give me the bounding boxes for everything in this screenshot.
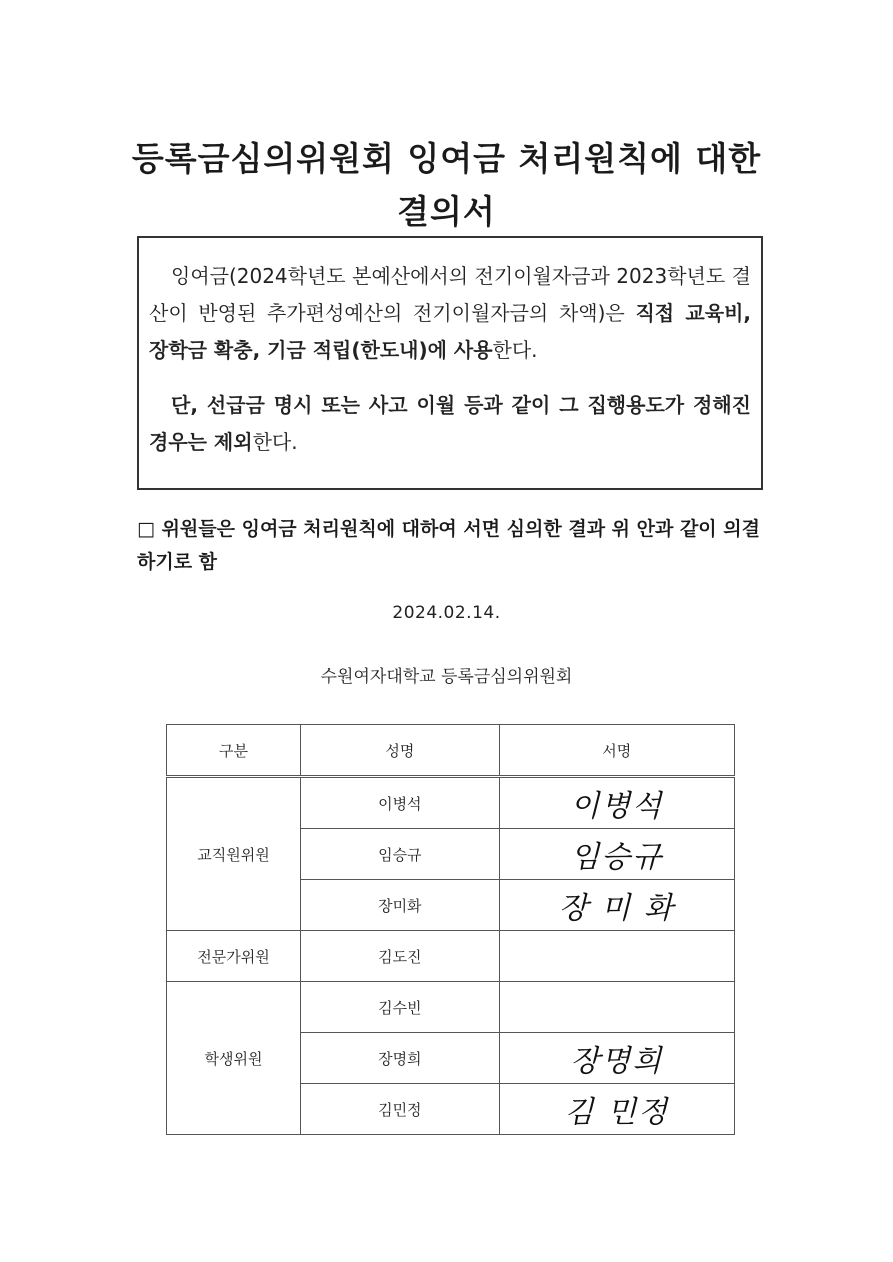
member-signature: 임승규 — [499, 829, 734, 880]
signature-table — [166, 724, 735, 1135]
member-name: 김민정 — [301, 1084, 500, 1135]
table-row — [167, 777, 735, 829]
document-title-line2: 결의서 — [397, 192, 496, 231]
category-cell: 전문가위원 — [167, 931, 301, 982]
header-category: 구분 — [167, 725, 301, 777]
paragraph-2-tail: 한다. — [252, 430, 298, 454]
category-cell: 학생위원 — [167, 982, 301, 1135]
member-name: 장미화 — [301, 880, 500, 931]
paragraph-1-text: 잉여금(2024학년도 본예산에서의 전기이월자금과 2023학년도 결산이 반영된 추가편성예산의 전기이월자금의 차액)은 — [149, 264, 751, 325]
member-name: 김수빈 — [301, 982, 500, 1033]
member-name: 이병석 — [301, 777, 500, 829]
member-signature — [499, 931, 734, 982]
category-cell: 교직원위원 — [167, 777, 301, 931]
member-signature: 김 민정 — [499, 1084, 734, 1135]
organization-name: 수원여자대학교 등록금심의위원회 — [320, 667, 573, 687]
member-name: 김도진 — [301, 931, 500, 982]
document-date: 2024.02.14. — [392, 603, 501, 623]
document-title-line1: 등록금심의위원회 잉여금 처리원칙에 대한 — [131, 139, 762, 178]
header-name: 성명 — [301, 725, 500, 777]
resolution-box — [137, 236, 763, 490]
paragraph-1-tail: 한다. — [492, 338, 538, 362]
resolution-paragraph-2 — [149, 387, 751, 461]
table-row — [167, 982, 735, 1033]
table-header-row — [167, 725, 735, 777]
resolution-paragraph-1 — [149, 258, 751, 369]
header-signature: 서명 — [499, 725, 734, 777]
member-signature — [499, 982, 734, 1033]
paragraph-2-bold: 단, 선급금 명시 또는 사고 이월 등과 같이 그 집행용도가 정해진 경우는 제외 — [149, 393, 751, 454]
paragraph-1-bold: 직접 교육비, 장학금 확충, 기금 적립(한도내)에 사용 — [149, 301, 751, 362]
table-row — [167, 931, 735, 982]
member-name: 임승규 — [301, 829, 500, 880]
member-signature: 이병석 — [499, 777, 734, 829]
member-name: 장명희 — [301, 1033, 500, 1084]
member-signature: 장 미 화 — [499, 880, 734, 931]
resolution-notice: □ 위원들은 잉여금 처리원칙에 대하여 서면 심의한 결과 위 안과 같이 의결하기로 함 — [137, 518, 760, 573]
member-signature: 장명희 — [499, 1033, 734, 1084]
